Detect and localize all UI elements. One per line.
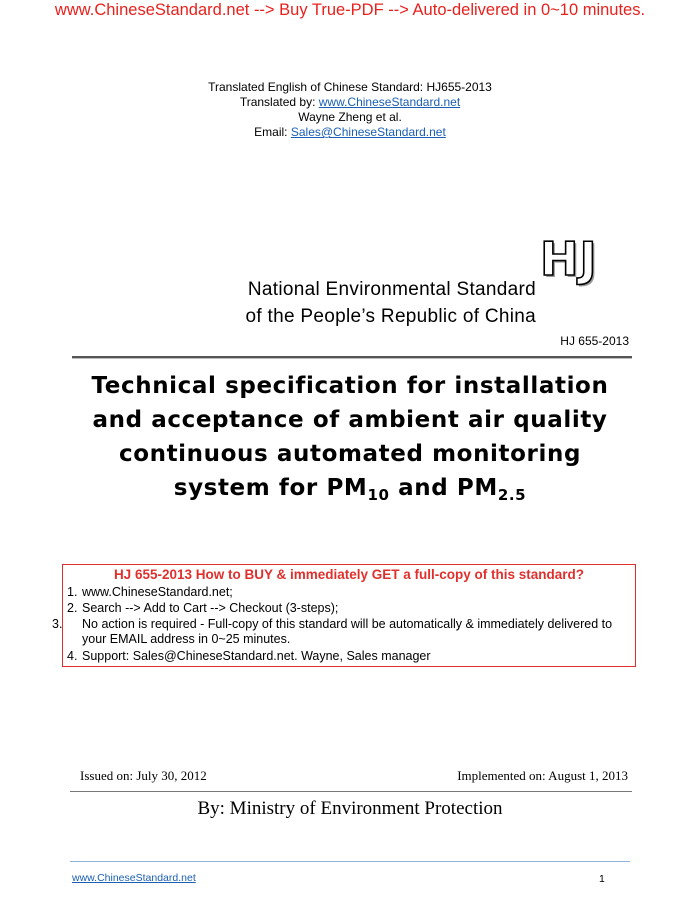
email-link[interactable]: Sales@ChineseStandard.net — [290, 125, 446, 139]
title-subscript-10: 10 — [367, 486, 390, 504]
title-line-1: Technical specification for installation — [91, 373, 609, 399]
title-line-3: continuous automated monitoring — [118, 441, 582, 467]
buy-item-text: No action is required - Full-copy of this standard will be automatically & immediately delivered to your EMAIL address in 0~25 minutes. — [82, 617, 613, 646]
buy-box-title: HJ 655-2013 How to BUY & immediately GET a full-copy of this standard? — [113, 567, 585, 582]
translators: Wayne Zheng et al. — [298, 110, 402, 124]
national-standard-heading: National Environmental Standard — [247, 279, 536, 300]
title-subscript-25: 2.5 — [497, 486, 527, 504]
buy-info-box — [52, 564, 636, 667]
email-line — [0, 125, 700, 140]
buy-item-number: 4. — [67, 649, 78, 663]
top-banner-link[interactable]: www.ChineseStandard.net --> Buy True-PDF --> Auto-delivered in 0~10 minutes. — [54, 1, 646, 19]
issuing-ministry: By: Ministry of Environment Protection — [197, 798, 503, 819]
email-label: Email: — [254, 125, 291, 139]
top-divider — [72, 356, 632, 358]
title-line-2: and acceptance of ambient air quality — [92, 407, 608, 433]
title-line-4b: and PM — [389, 475, 498, 501]
translated-by-link[interactable]: www.ChineseStandard.net — [318, 95, 461, 109]
buy-item-text[interactable]: www.ChineseStandard.net; — [82, 585, 233, 599]
buy-item-number: 1. — [67, 585, 78, 599]
buy-item — [67, 601, 633, 616]
translated-by-line — [0, 95, 700, 110]
title-line-4a: system for PM — [173, 475, 368, 501]
bottom-divider — [70, 791, 632, 792]
buy-item-text: Search --> Add to Cart --> Checkout (3-steps); — [82, 601, 339, 615]
buy-item-text: Support: Sales@ChineseStandard.net. Wayne, Sales manager — [82, 649, 431, 663]
implemented-date: Implemented on: August 1, 2013 — [457, 768, 628, 783]
buy-item — [52, 617, 634, 647]
page-number: 1 — [599, 873, 605, 885]
hj-logo: HJ — [540, 232, 598, 286]
translation-notice: Translated English of Chinese Standard: HJ655-2013 — [208, 80, 492, 94]
title-line-4 — [0, 475, 700, 504]
buy-item-number: 3. — [52, 617, 63, 631]
buy-item-number: 2. — [67, 601, 78, 615]
footer-divider — [70, 861, 630, 862]
buy-item — [67, 649, 633, 664]
republic-heading: of the People’s Republic of China — [245, 306, 536, 327]
standard-code: HJ 655-2013 — [560, 334, 629, 348]
buy-item — [67, 585, 633, 600]
issued-date: Issued on: July 30, 2012 — [80, 768, 207, 783]
translated-by-label: Translated by: — [239, 95, 319, 109]
footer-link[interactable]: www.ChineseStandard.net — [72, 872, 196, 884]
